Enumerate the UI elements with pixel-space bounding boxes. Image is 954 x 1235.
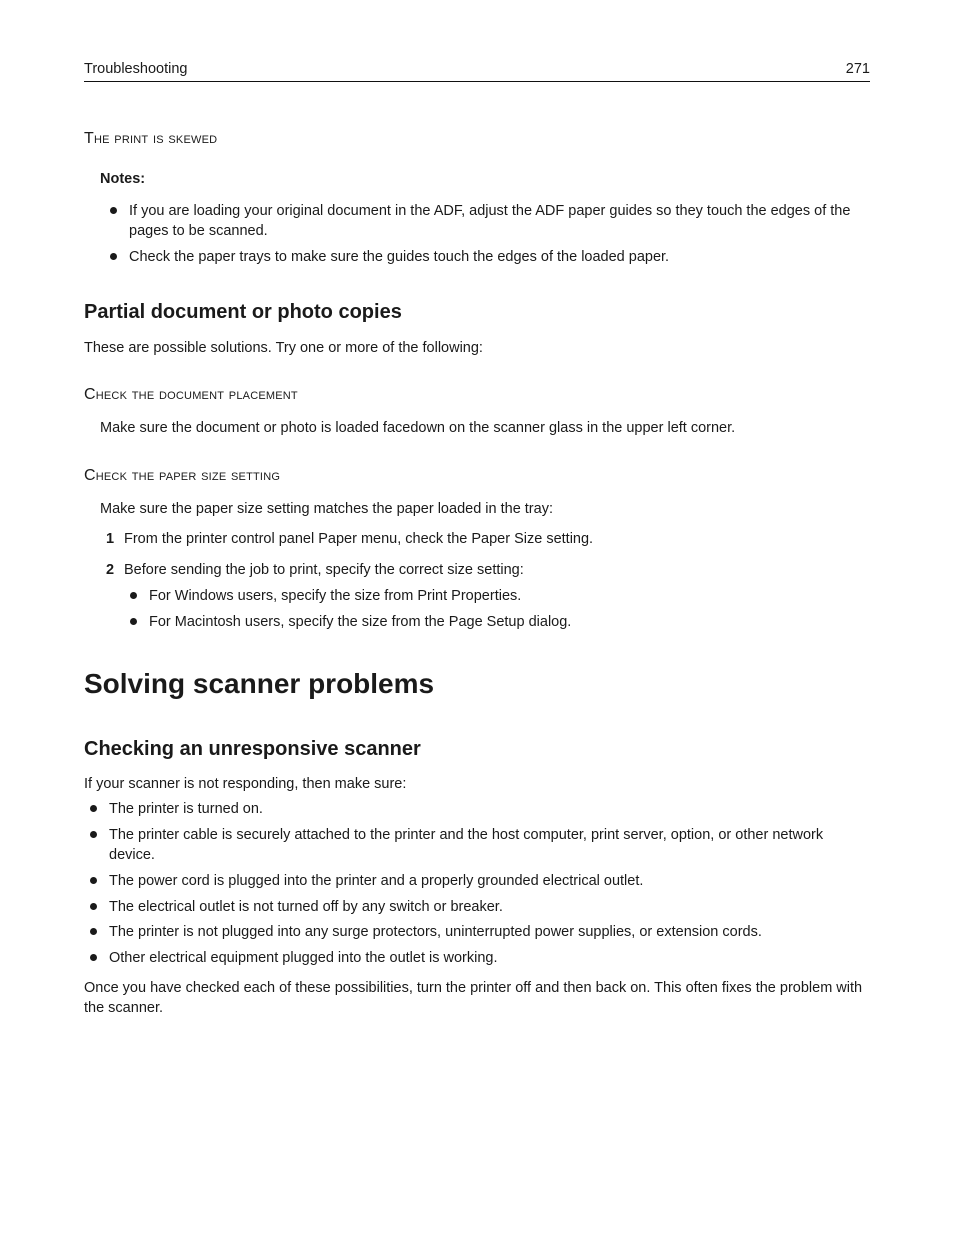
- list-item: 2 Before sending the job to print, specify the correct size setting:: [106, 562, 524, 578]
- bullet-icon: [90, 805, 97, 812]
- scanner-closing: Once you have checked each of these possibilities, turn the printer off and then back on. This often fixes the problem with the scanner.: [84, 980, 863, 1016]
- header-section-title: Troubleshooting: [84, 61, 188, 77]
- partial-copies-heading: Partial document or photo copies: [84, 301, 402, 323]
- placement-heading: Check the document placement: [84, 386, 298, 403]
- bullet-icon: [130, 618, 137, 625]
- notes-list: [104, 201, 870, 267]
- unresponsive-scanner-heading: Checking an unresponsive scanner: [84, 738, 421, 760]
- bullet-icon: [110, 253, 117, 260]
- chapter-heading: Solving scanner problems: [84, 668, 435, 699]
- size-intro: Make sure the paper size setting matches the paper loaded in the tray:: [100, 501, 553, 517]
- list-item: Other electrical equipment plugged into the outlet is working.: [84, 948, 870, 968]
- list-item: For Windows users, specify the size from Print Properties.: [124, 586, 870, 606]
- size-steps: [100, 529, 870, 580]
- scanner-checklist: [84, 799, 870, 968]
- bullet-icon: [90, 954, 97, 961]
- page-number: 271: [845, 61, 870, 77]
- list-item: The printer cable is securely attached to the printer and the host computer, print server, option, or other network device.: [84, 825, 870, 865]
- bullet-icon: [90, 831, 97, 838]
- skewed-heading: The print is skewed: [84, 130, 218, 147]
- list-item: Check the paper trays to make sure the guides touch the edges of the loaded paper.: [104, 247, 870, 267]
- list-item: The power cord is plugged into the printer and a properly grounded electrical outlet.: [84, 871, 870, 891]
- bullet-icon: [110, 207, 117, 214]
- list-item: The printer is turned on.: [84, 799, 870, 819]
- running-header: [84, 60, 870, 82]
- list-item: The electrical outlet is not turned off by any switch or breaker.: [84, 897, 870, 917]
- placement-text: Make sure the document or photo is loaded facedown on the scanner glass in the upper left corner.: [100, 420, 736, 436]
- scanner-intro: If your scanner is not responding, then make sure:: [84, 776, 407, 792]
- list-item: For Macintosh users, specify the size from the Page Setup dialog.: [124, 612, 870, 632]
- notes-label: Notes:: [100, 171, 146, 187]
- partial-intro: These are possible solutions. Try one or more of the following:: [84, 340, 483, 356]
- size-sub-bullets: [124, 586, 870, 632]
- list-item: The printer is not plugged into any surge protectors, uninterrupted power supplies, or extension cords.: [84, 922, 870, 942]
- bullet-icon: [90, 877, 97, 884]
- bullet-icon: [90, 928, 97, 935]
- bullet-icon: [90, 903, 97, 910]
- list-item: 1 From the printer control panel Paper menu, check the Paper Size setting.: [106, 531, 594, 547]
- size-heading: Check the paper size setting: [84, 467, 281, 484]
- list-item: If you are loading your original document in the ADF, adjust the ADF paper guides so they touch the edges of the pages to be scanned.: [104, 201, 870, 241]
- bullet-icon: [130, 592, 137, 599]
